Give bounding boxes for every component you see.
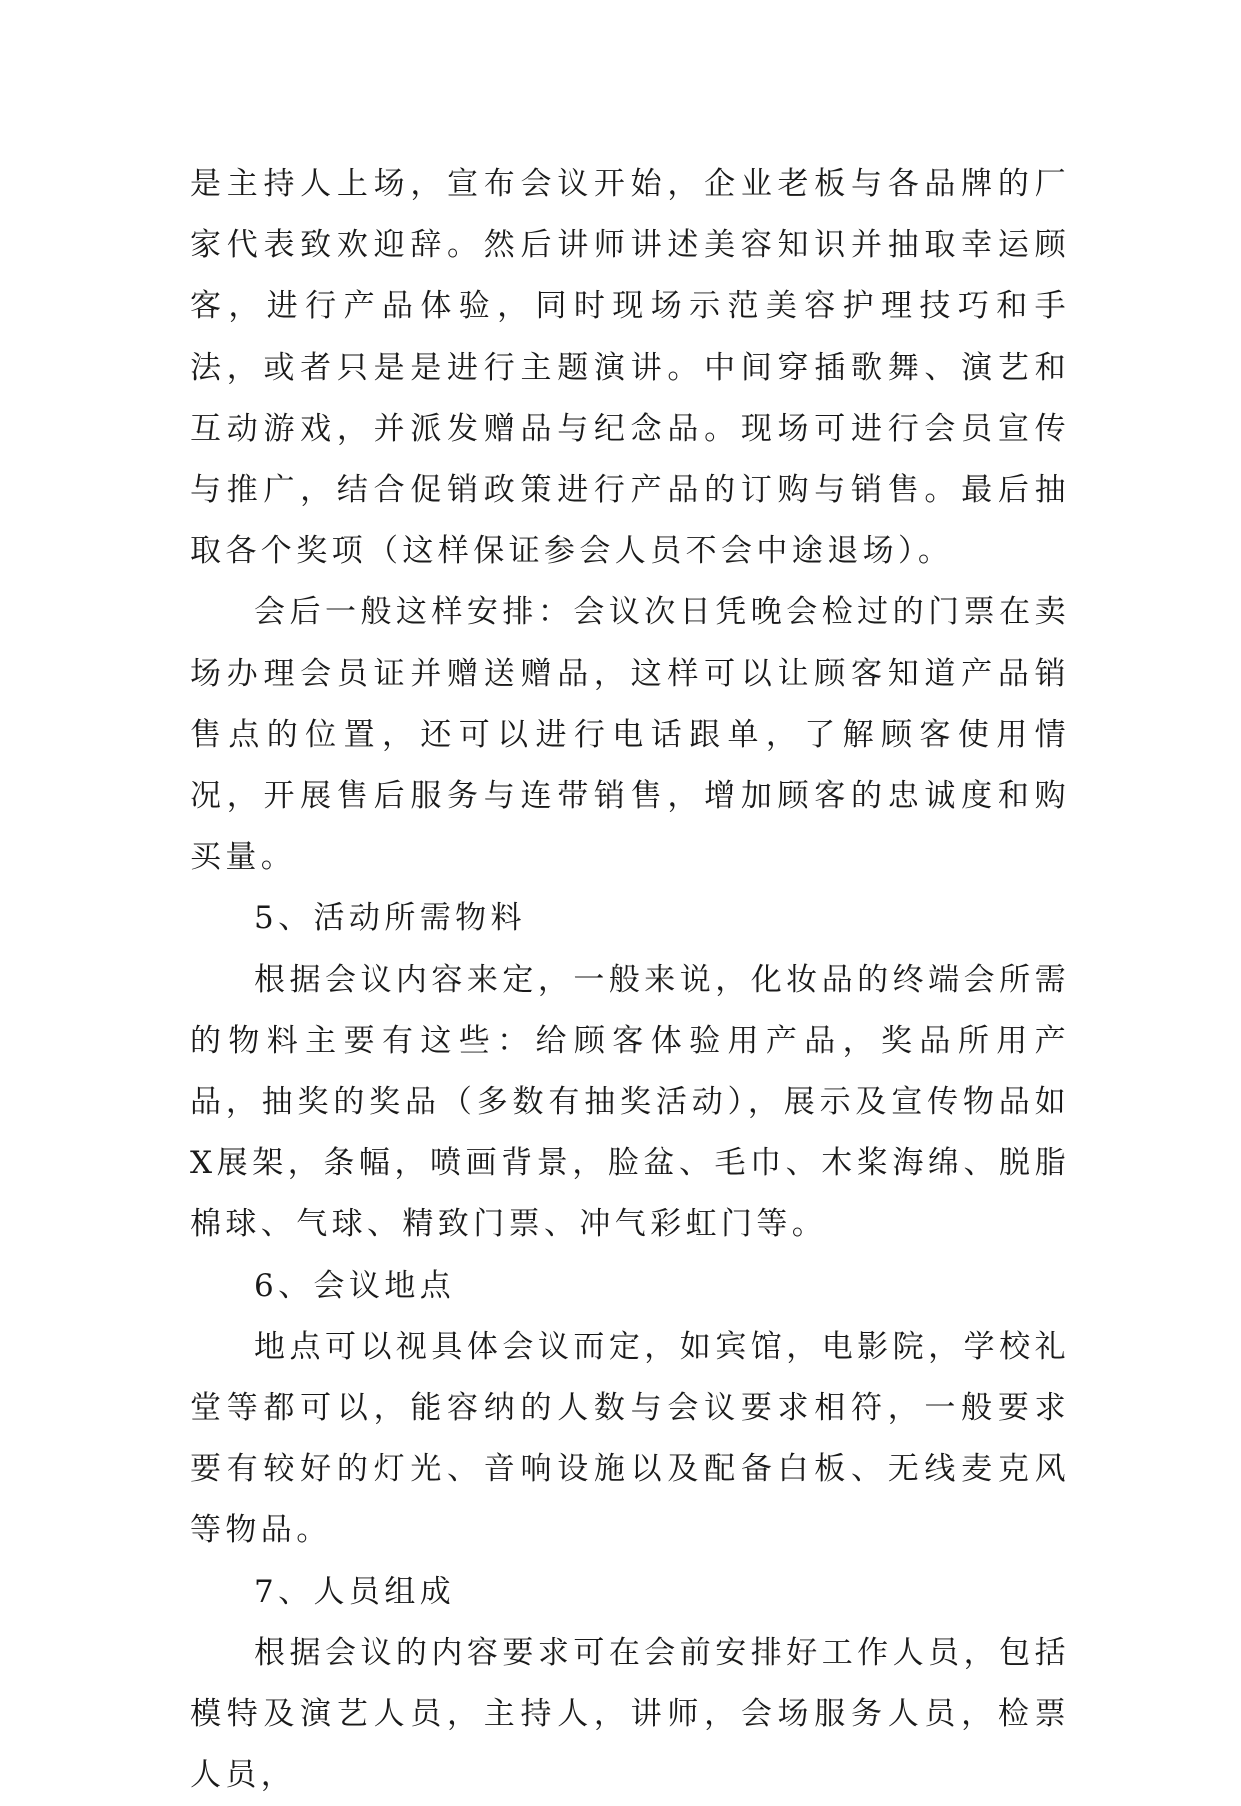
- section-heading-staff: 7、人员组成: [254, 1573, 456, 1610]
- paragraph-after-meeting: 会后一般这样安排：会议次日凭晚会检过的门票在卖场办理会员证并赠送赠品，这样可以让顾客知道产品销售点的位置，还可以进行电话跟单，了解顾客使用情况，开展售后服务与连带销售，增加顾客的忠诚度和购买量。: [190, 594, 1070, 876]
- section-heading-materials: 5、活动所需物料: [254, 900, 526, 937]
- paragraph-materials: 根据会议内容来定，一般来说，化妆品的终端会所需的物料主要有这些：给顾客体验用产品，奖品所用产品，抽奖的奖品（多数有抽奖活动），展示及宣传物品如X展架，条幅，喷画背景，脸盆、毛巾、木桨海绵、脱脂棉球、气球、精致门票、冲气彩虹门等。: [190, 961, 1070, 1243]
- paragraph-staff: 根据会议的内容要求可在会前安排好工作人员，包括模特及演艺人员，主持人，讲师，会场服务人员，检票人员，: [190, 1634, 1070, 1794]
- section-heading-venue: 6、会议地点: [254, 1267, 456, 1304]
- document-body: [190, 154, 1070, 1806]
- paragraph-meeting-flow: 是主持人上场，宣布会议开始，企业老板与各品牌的厂家代表致欢迎辞。然后讲师讲述美容知识并抽取幸运顾客，进行产品体验，同时现场示范美容护理技巧和手法，或者只是是进行主题演讲。中间穿插歌舞、演艺和互动游戏，并派发赠品与纪念品。现场可进行会员宣传与推广，结合促销政策进行产品的订购与销售。最后抽取各个奖项（这样保证参会人员不会中途退场）。: [190, 166, 1070, 570]
- paragraph-venue: 地点可以视具体会议而定，如宾馆，电影院，学校礼堂等都可以，能容纳的人数与会议要求相符，一般要求要有较好的灯光、音响设施以及配备白板、无线麦克风等物品。: [190, 1328, 1070, 1549]
